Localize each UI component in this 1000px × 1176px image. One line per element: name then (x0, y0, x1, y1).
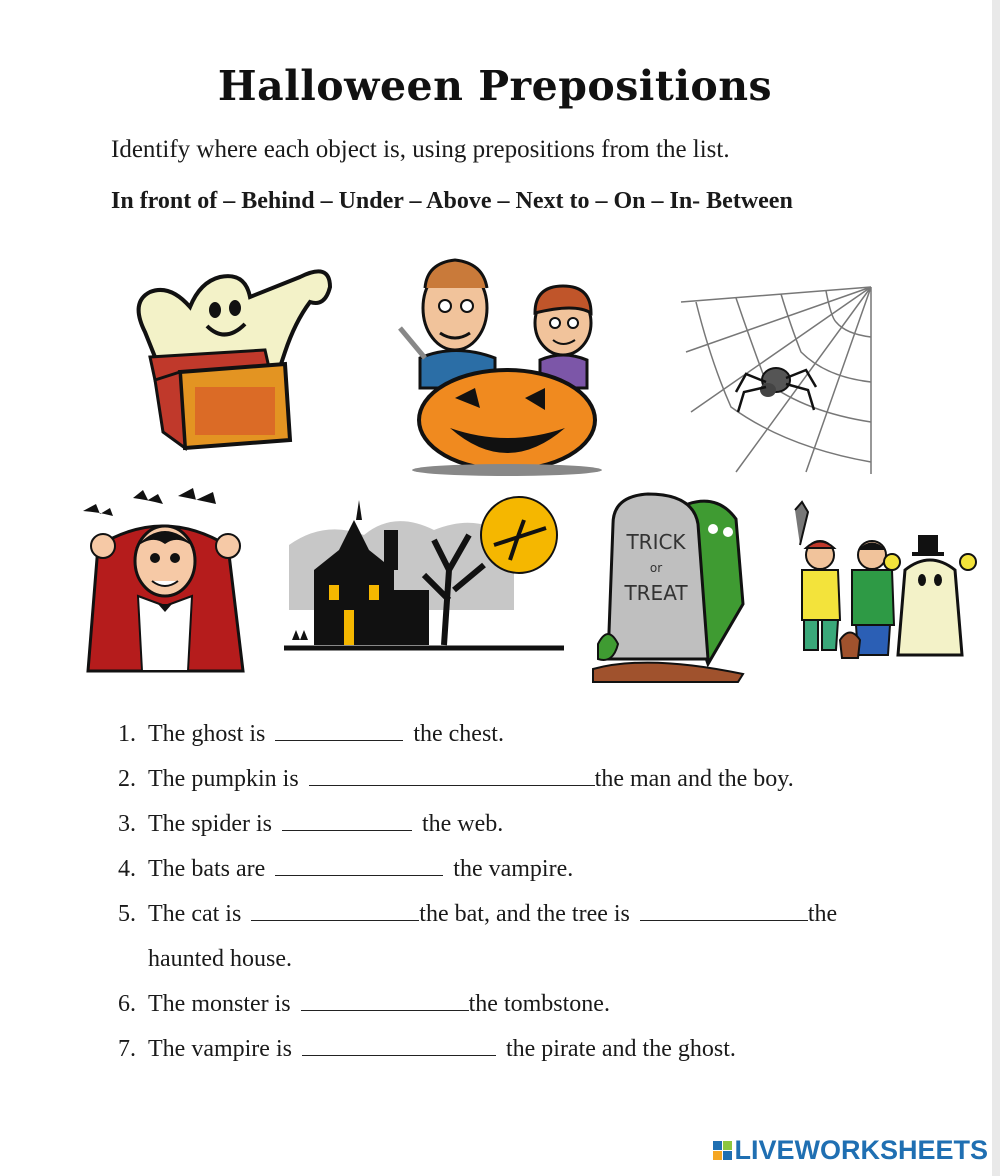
question-text: The pumpkin is (148, 766, 299, 792)
question-list (118, 712, 878, 1072)
question-text: the (807, 901, 838, 927)
answer-blank[interactable] (309, 759, 595, 786)
pirate-boy-ghost-image (780, 500, 980, 665)
question-text: The ghost is (148, 721, 266, 747)
question-text: the tombstone. (468, 991, 610, 1017)
liveworksheets-brand (713, 1135, 988, 1166)
question-5 (118, 892, 878, 982)
answer-blank[interactable] (282, 804, 412, 831)
answer-blank[interactable] (302, 1029, 496, 1056)
question-6 (118, 982, 878, 1027)
answer-blank[interactable] (640, 894, 808, 921)
question-text: The monster is (148, 991, 291, 1017)
question-7 (118, 1027, 878, 1072)
man-boy-pumpkin-image (395, 248, 620, 478)
page-edge (992, 0, 1000, 1176)
question-number: 2. (118, 766, 136, 792)
answer-blank[interactable] (275, 849, 443, 876)
brand-text: LIVEWORKSHEETS (734, 1135, 988, 1165)
question-4 (118, 847, 878, 892)
question-text: the vampire. (453, 856, 574, 882)
ghost-chest-image (125, 262, 340, 452)
question-2 (118, 757, 878, 802)
vampire-bats-image (78, 486, 253, 676)
question-number: 7. (118, 1036, 136, 1062)
question-number: 3. (118, 811, 136, 837)
question-text: The spider is (148, 811, 272, 837)
question-number: 1. (118, 721, 136, 747)
question-text: The bats are (148, 856, 266, 882)
answer-blank[interactable] (251, 894, 419, 921)
question-number: 4. (118, 856, 136, 882)
preposition-list: In front of – Behind – Under – Above – Next to – On – In- Between (111, 188, 793, 214)
haunted-house-image (284, 490, 564, 655)
question-3 (118, 802, 878, 847)
question-text: The cat is (148, 901, 242, 927)
tombstone-line-1: TRICK (626, 530, 686, 554)
liveworksheets-logo-icon (713, 1141, 732, 1160)
question-text: the man and the boy. (594, 766, 794, 792)
spider-web-image (676, 282, 876, 477)
question-text: the chest. (413, 721, 504, 747)
question-number: 6. (118, 991, 136, 1017)
tombstone-line-3: TREAT (624, 581, 688, 605)
question-text: the bat, and the tree is (419, 901, 630, 927)
instruction-text: Identify where each object is, using prepositions from the list. (111, 136, 730, 163)
question-1 (118, 712, 878, 757)
tombstone-monster-image (588, 484, 753, 684)
page-title: Halloween Prepositions (217, 62, 773, 110)
answer-blank[interactable] (301, 984, 469, 1011)
tombstone-line-2: or (649, 561, 663, 575)
question-text: The vampire is (148, 1036, 292, 1062)
question-number: 5. (118, 901, 136, 927)
question-text: haunted house. (148, 946, 292, 972)
question-text: the web. (421, 811, 504, 837)
question-text: the pirate and the ghost. (505, 1036, 736, 1062)
answer-blank[interactable] (275, 714, 403, 741)
